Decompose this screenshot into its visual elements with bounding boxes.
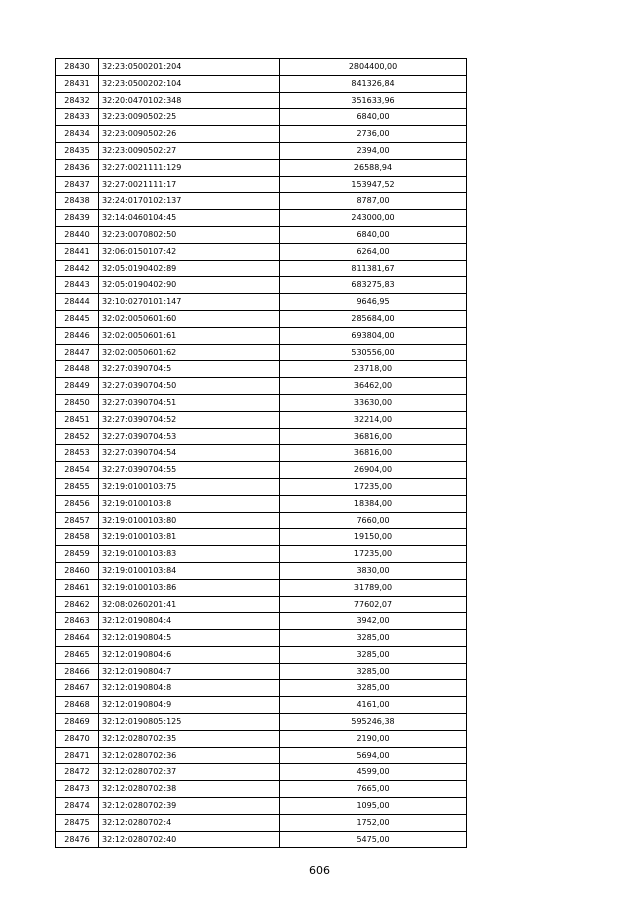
row-number-cell: 28467 [56, 680, 99, 697]
row-number-cell: 28447 [56, 344, 99, 361]
value-cell: 1095,00 [280, 798, 467, 815]
value-cell: 6840,00 [280, 226, 467, 243]
row-number-cell: 28461 [56, 579, 99, 596]
table-row [56, 764, 467, 781]
value-cell: 17235,00 [280, 546, 467, 563]
value-cell: 351633,96 [280, 92, 467, 109]
row-number-cell: 28473 [56, 781, 99, 798]
value-cell: 36816,00 [280, 445, 467, 462]
value-cell: 3830,00 [280, 562, 467, 579]
value-cell: 3285,00 [280, 646, 467, 663]
value-cell: 26904,00 [280, 462, 467, 479]
row-number-cell: 28469 [56, 714, 99, 731]
row-number-cell: 28436 [56, 159, 99, 176]
row-number-cell: 28449 [56, 378, 99, 395]
value-cell: 3285,00 [280, 663, 467, 680]
cadastral-number-cell: 32:27:0390704:52 [99, 411, 280, 428]
table-row [56, 92, 467, 109]
table-row [56, 226, 467, 243]
row-number-cell: 28465 [56, 646, 99, 663]
value-cell: 36462,00 [280, 378, 467, 395]
cadastral-number-cell: 32:12:0190804:6 [99, 646, 280, 663]
cadastral-number-cell: 32:23:0090502:25 [99, 109, 280, 126]
row-number-cell: 28441 [56, 243, 99, 260]
row-number-cell: 28462 [56, 596, 99, 613]
table-row [56, 680, 467, 697]
table-row [56, 428, 467, 445]
row-number-cell: 28445 [56, 310, 99, 327]
value-cell: 31789,00 [280, 579, 467, 596]
cadastral-number-cell: 32:23:0500202:104 [99, 75, 280, 92]
row-number-cell: 28454 [56, 462, 99, 479]
row-number-cell: 28470 [56, 730, 99, 747]
value-cell: 4599,00 [280, 764, 467, 781]
table-row [56, 327, 467, 344]
cadastral-number-cell: 32:27:0390704:51 [99, 394, 280, 411]
table-row [56, 75, 467, 92]
value-cell: 811381,67 [280, 260, 467, 277]
row-number-cell: 28457 [56, 512, 99, 529]
row-number-cell: 28475 [56, 814, 99, 831]
cadastral-number-cell: 32:23:0090502:26 [99, 126, 280, 143]
cadastral-number-cell: 32:12:0190804:5 [99, 630, 280, 647]
table-row [56, 176, 467, 193]
row-number-cell: 28443 [56, 277, 99, 294]
cadastral-number-cell: 32:23:0500201:204 [99, 59, 280, 76]
value-cell: 3285,00 [280, 680, 467, 697]
cadastral-number-cell: 32:27:0390704:53 [99, 428, 280, 445]
cadastral-number-cell: 32:12:0280702:39 [99, 798, 280, 815]
cadastral-number-cell: 32:12:0280702:36 [99, 747, 280, 764]
cadastral-number-cell: 32:23:0070802:50 [99, 226, 280, 243]
row-number-cell: 28463 [56, 613, 99, 630]
table-row [56, 126, 467, 143]
row-number-cell: 28471 [56, 747, 99, 764]
table-row [56, 260, 467, 277]
cadastral-table-container [55, 58, 466, 848]
table-row [56, 361, 467, 378]
cadastral-number-cell: 32:20:0470102:348 [99, 92, 280, 109]
value-cell: 23718,00 [280, 361, 467, 378]
table-row [56, 59, 467, 76]
row-number-cell: 28472 [56, 764, 99, 781]
table-row [56, 730, 467, 747]
cadastral-number-cell: 32:19:0100103:80 [99, 512, 280, 529]
row-number-cell: 28466 [56, 663, 99, 680]
row-number-cell: 28468 [56, 697, 99, 714]
row-number-cell: 28453 [56, 445, 99, 462]
cadastral-number-cell: 32:12:0280702:38 [99, 781, 280, 798]
value-cell: 77602,07 [280, 596, 467, 613]
value-cell: 2736,00 [280, 126, 467, 143]
value-cell: 19150,00 [280, 529, 467, 546]
table-row [56, 630, 467, 647]
table-row [56, 210, 467, 227]
cadastral-number-cell: 32:02:0050601:60 [99, 310, 280, 327]
row-number-cell: 28435 [56, 142, 99, 159]
row-number-cell: 28458 [56, 529, 99, 546]
row-number-cell: 28446 [56, 327, 99, 344]
cadastral-number-cell: 32:06:0150107:42 [99, 243, 280, 260]
table-row [56, 193, 467, 210]
value-cell: 9646,95 [280, 294, 467, 311]
cadastral-number-cell: 32:12:0280702:37 [99, 764, 280, 781]
row-number-cell: 28434 [56, 126, 99, 143]
value-cell: 18384,00 [280, 495, 467, 512]
row-number-cell: 28452 [56, 428, 99, 445]
cadastral-number-cell: 32:27:0390704:55 [99, 462, 280, 479]
table-row [56, 714, 467, 731]
row-number-cell: 28440 [56, 226, 99, 243]
value-cell: 841326,84 [280, 75, 467, 92]
table-row [56, 814, 467, 831]
cadastral-number-cell: 32:19:0100103:75 [99, 478, 280, 495]
row-number-cell: 28459 [56, 546, 99, 563]
table-row [56, 310, 467, 327]
table-row [56, 378, 467, 395]
table-row [56, 546, 467, 563]
row-number-cell: 28438 [56, 193, 99, 210]
value-cell: 693804,00 [280, 327, 467, 344]
row-number-cell: 28439 [56, 210, 99, 227]
table-row [56, 831, 467, 848]
table-row [56, 495, 467, 512]
cadastral-number-cell: 32:19:0100103:8 [99, 495, 280, 512]
value-cell: 6840,00 [280, 109, 467, 126]
page-number: 606 [309, 864, 330, 877]
value-cell: 7665,00 [280, 781, 467, 798]
value-cell: 2190,00 [280, 730, 467, 747]
table-row [56, 243, 467, 260]
cadastral-value-table [55, 58, 467, 848]
table-row [56, 478, 467, 495]
table-row [56, 294, 467, 311]
cadastral-number-cell: 32:10:0270101:147 [99, 294, 280, 311]
row-number-cell: 28456 [56, 495, 99, 512]
row-number-cell: 28474 [56, 798, 99, 815]
table-row [56, 781, 467, 798]
row-number-cell: 28430 [56, 59, 99, 76]
value-cell: 153947,52 [280, 176, 467, 193]
value-cell: 6264,00 [280, 243, 467, 260]
cadastral-number-cell: 32:12:0190805:125 [99, 714, 280, 731]
value-cell: 32214,00 [280, 411, 467, 428]
cadastral-number-cell: 32:27:0390704:54 [99, 445, 280, 462]
cadastral-number-cell: 32:12:0280702:35 [99, 730, 280, 747]
value-cell: 1752,00 [280, 814, 467, 831]
table-row [56, 663, 467, 680]
table-row [56, 798, 467, 815]
cadastral-number-cell: 32:19:0100103:81 [99, 529, 280, 546]
value-cell: 285684,00 [280, 310, 467, 327]
value-cell: 2804400,00 [280, 59, 467, 76]
value-cell: 595246,38 [280, 714, 467, 731]
value-cell: 26588,94 [280, 159, 467, 176]
value-cell: 5475,00 [280, 831, 467, 848]
row-number-cell: 28455 [56, 478, 99, 495]
table-row [56, 109, 467, 126]
row-number-cell: 28433 [56, 109, 99, 126]
value-cell: 7660,00 [280, 512, 467, 529]
table-row [56, 529, 467, 546]
cadastral-number-cell: 32:19:0100103:86 [99, 579, 280, 596]
cadastral-number-cell: 32:24:0170102:137 [99, 193, 280, 210]
cadastral-number-cell: 32:19:0100103:83 [99, 546, 280, 563]
value-cell: 2394,00 [280, 142, 467, 159]
value-cell: 36816,00 [280, 428, 467, 445]
cadastral-number-cell: 32:12:0280702:40 [99, 831, 280, 848]
row-number-cell: 28450 [56, 394, 99, 411]
table-row [56, 512, 467, 529]
value-cell: 683275,83 [280, 277, 467, 294]
cadastral-number-cell: 32:02:0050601:61 [99, 327, 280, 344]
value-cell: 3942,00 [280, 613, 467, 630]
cadastral-number-cell: 32:19:0100103:84 [99, 562, 280, 579]
cadastral-number-cell: 32:23:0090502:27 [99, 142, 280, 159]
table-row [56, 562, 467, 579]
table-row [56, 646, 467, 663]
cadastral-number-cell: 32:08:0260201:41 [99, 596, 280, 613]
table-row [56, 697, 467, 714]
table-body [56, 59, 467, 848]
value-cell: 5694,00 [280, 747, 467, 764]
table-row [56, 142, 467, 159]
row-number-cell: 28437 [56, 176, 99, 193]
cadastral-number-cell: 32:27:0390704:5 [99, 361, 280, 378]
cadastral-number-cell: 32:12:0190804:4 [99, 613, 280, 630]
value-cell: 17235,00 [280, 478, 467, 495]
cadastral-number-cell: 32:27:0390704:50 [99, 378, 280, 395]
row-number-cell: 28460 [56, 562, 99, 579]
cadastral-number-cell: 32:05:0190402:89 [99, 260, 280, 277]
row-number-cell: 28442 [56, 260, 99, 277]
table-row [56, 394, 467, 411]
table-row [56, 613, 467, 630]
table-row [56, 747, 467, 764]
cadastral-number-cell: 32:05:0190402:90 [99, 277, 280, 294]
value-cell: 8787,00 [280, 193, 467, 210]
cadastral-number-cell: 32:27:0021111:129 [99, 159, 280, 176]
table-row [56, 411, 467, 428]
table-row [56, 344, 467, 361]
value-cell: 243000,00 [280, 210, 467, 227]
cadastral-number-cell: 32:12:0280702:4 [99, 814, 280, 831]
value-cell: 33630,00 [280, 394, 467, 411]
value-cell: 4161,00 [280, 697, 467, 714]
table-row [56, 596, 467, 613]
cadastral-number-cell: 32:12:0190804:7 [99, 663, 280, 680]
cadastral-number-cell: 32:14:0460104:45 [99, 210, 280, 227]
table-row [56, 579, 467, 596]
cadastral-number-cell: 32:12:0190804:8 [99, 680, 280, 697]
table-row [56, 445, 467, 462]
value-cell: 530556,00 [280, 344, 467, 361]
table-row [56, 277, 467, 294]
table-row [56, 159, 467, 176]
cadastral-number-cell: 32:27:0021111:17 [99, 176, 280, 193]
value-cell: 3285,00 [280, 630, 467, 647]
cadastral-number-cell: 32:12:0190804:9 [99, 697, 280, 714]
row-number-cell: 28476 [56, 831, 99, 848]
row-number-cell: 28431 [56, 75, 99, 92]
row-number-cell: 28451 [56, 411, 99, 428]
row-number-cell: 28448 [56, 361, 99, 378]
cadastral-number-cell: 32:02:0050601:62 [99, 344, 280, 361]
row-number-cell: 28464 [56, 630, 99, 647]
row-number-cell: 28432 [56, 92, 99, 109]
row-number-cell: 28444 [56, 294, 99, 311]
table-row [56, 462, 467, 479]
